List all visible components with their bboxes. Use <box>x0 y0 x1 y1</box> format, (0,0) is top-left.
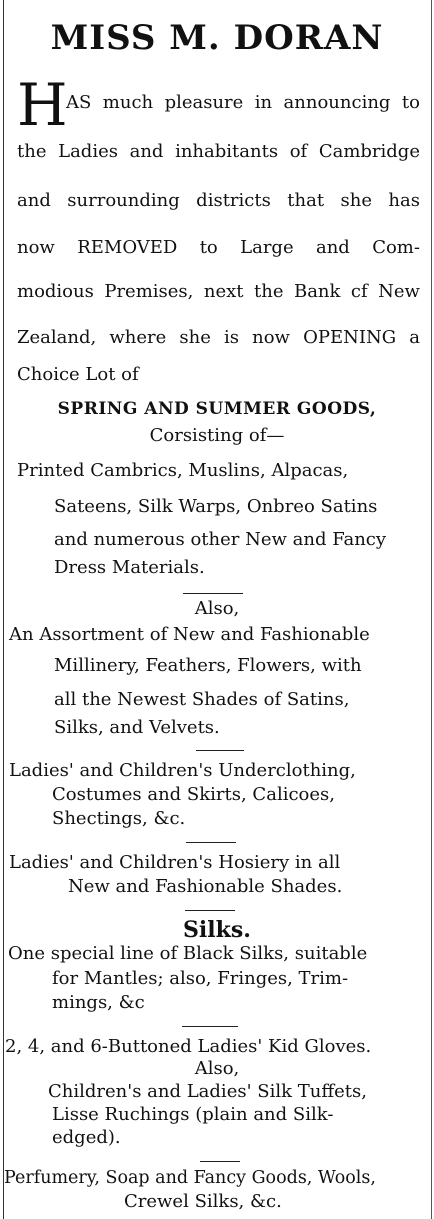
dress-line-2: Sateens, Silk Warps, Onbreo Satins <box>54 496 378 517</box>
divider <box>185 910 235 911</box>
perfumery-line-1: Perfumery, Soap and Fancy Goods, Wools, <box>4 1168 376 1188</box>
silks-heading: Silks. <box>183 917 251 943</box>
goods-heading: SPRING AND SUMMER GOODS, <box>57 399 377 419</box>
tuffets-line-3: edged). <box>52 1127 121 1148</box>
intro-line-3: and surrounding districts that she has <box>17 190 420 211</box>
divider <box>183 593 243 594</box>
silks-line-2: for Mantles; also, Fringes, Trim- <box>52 968 349 989</box>
intro-line-2: the Ladies and inhabitants of Cambridge <box>17 141 420 162</box>
intro-line-6: Zealand, where she is now OPENING a <box>17 327 420 348</box>
dress-line-3: and numerous other New and Fancy <box>54 529 387 550</box>
tuffets-line-1: Children's and Ladies' Silk Tuffets, <box>48 1081 367 1102</box>
gloves-line: 2, 4, and 6-Buttoned Ladies' Kid Gloves. <box>5 1036 372 1057</box>
millinery-line-4: Silks, and Velvets. <box>54 717 220 738</box>
intro-line-4: now REMOVED to Large and Com- <box>17 237 420 258</box>
divider <box>200 1161 240 1162</box>
divider <box>186 842 236 843</box>
advert-title: MISS M. DORAN <box>50 18 384 58</box>
underclothing-line-2: Costumes and Skirts, Calicoes, <box>52 784 335 805</box>
underclothing-line-3: Shectings, &c. <box>52 808 186 829</box>
intro-line-7: Choice Lot of <box>17 364 139 385</box>
dress-line-1: Printed Cambrics, Muslins, Alpacas, <box>17 460 349 481</box>
divider <box>196 750 244 751</box>
divider <box>182 1026 238 1027</box>
silks-line-3: mings, &c <box>52 992 145 1013</box>
hosiery-line-1: Ladies' and Children's Hosiery in all <box>9 852 341 873</box>
dress-line-4: Dress Materials. <box>54 557 205 578</box>
silks-line-1: One special line of Black Silks, suitable <box>8 943 368 964</box>
underclothing-line-1: Ladies' and Children's Underclothing, <box>9 760 356 781</box>
also-label: Also, <box>194 598 240 619</box>
intro-line-1: AS much pleasure in announcing to <box>66 92 420 113</box>
millinery-line-2: Millinery, Feathers, Flowers, with <box>54 655 362 676</box>
hosiery-line-2: New and Fashionable Shades. <box>68 876 343 897</box>
millinery-line-1: An Assortment of New and Fashionable <box>9 624 370 645</box>
perfumery-line-2: Crewel Silks, &c. <box>124 1191 282 1212</box>
drop-cap: H <box>17 71 68 139</box>
millinery-line-3: all the Newest Shades of Satins, <box>54 689 350 710</box>
consisting-of: Corsisting of— <box>149 425 285 446</box>
intro-line-5: modious Premises, next the Bank cf New <box>17 281 420 302</box>
tuffets-line-2: Lisse Ruchings (plain and Silk- <box>52 1104 334 1125</box>
also-label: Also, <box>194 1058 240 1079</box>
